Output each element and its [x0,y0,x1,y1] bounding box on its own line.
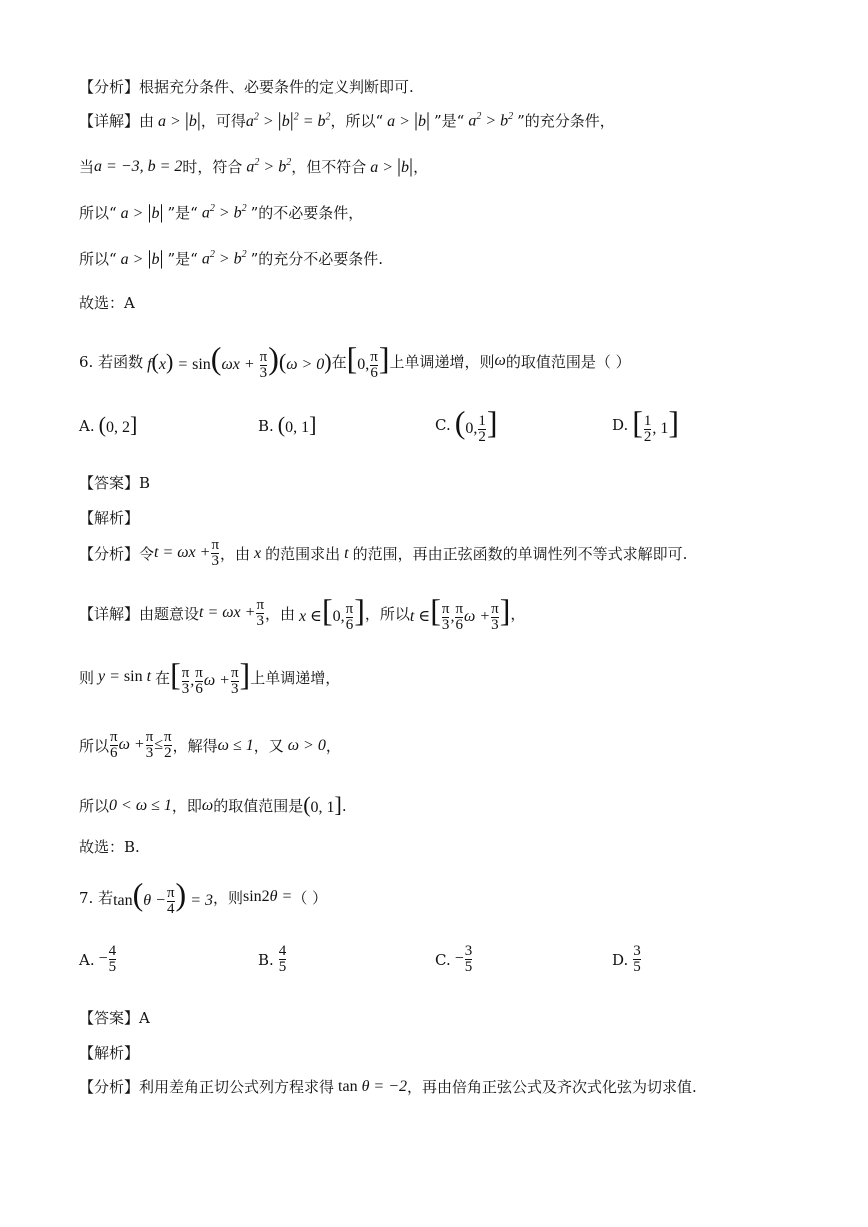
q7-analysis: 【分析】利用差角正切公式列方程求得 tan θ = −2 ，再由倍角正弦公式及齐次式化弦为切求值. [79,1077,697,1096]
q6-detail-line4: 所以 0 < ω ≤ 1 ，即 ω 的取值范围是 (0, 1] . [79,792,347,817]
q6-detail-line1: 【详解】由题意设 t = ωx + $\frac{\pi}{3}$ ，由 x ∈[0, $\frac{\pi}{6}$ ] ，所以 t ∈[ $\frac{\pi}{3}$ , $\frac{\pi}{6}$ ω + $\frac{\pi}{3}$ ] ， [79,592,526,633]
q6-analysis: 【分析】令 t = ωx + $\frac{\pi}{3}$ ，由 x 的范围求出 t 的范围，再由正弦函数的单调性列不等式求解即可. [79,537,688,569]
q7-option-c: C. − $\frac{3}{5}$ [435,943,473,975]
sol5-analysis: 【分析】根据充分条件、必要条件的定义判断即可. [79,78,414,96]
q6-jiexi: 【解析】 [79,509,140,527]
q6-detail-line2: 则 y = sin t 在 [ $\frac{\pi}{3}$ , $\frac{\pi}{6}$ ω + $\frac{\pi}{3}$ ] 上单调递增， [79,656,341,697]
sol5-choice: 故选：A [79,294,135,312]
q6-option-a: A. (0, 2] [79,412,138,437]
sol5-detail-line1: 【详解】 由 a > |b| ，可得 $a^2 > |b|^2 = b^2$ ，所以“ a > |b| ”是“ $a^2 > b^2$ ”的充分条件， [79,109,615,131]
q7-option-d: D. $\frac{3}{5}$ [612,943,641,975]
q7-jiexi: 【解析】 [79,1044,140,1062]
q7-option-b: B. $\frac{4}{5}$ [258,943,287,975]
q6-answer: 【答案】B [79,474,151,492]
q7-stem: 7. 若 tan(θ − $\frac{\pi}{4}$ ) = 3 ，则 sin2θ = （ ） [79,876,328,917]
q7-answer: 【答案】A [79,1009,150,1027]
q7-option-a: A. − $\frac{4}{5}$ [79,943,117,975]
sol5-detail-line3: 所以“ a > |b| ”是“ $a^2 > b^2$ ”的不必要条件， [79,201,364,223]
q6-stem: 6. 若函数 f(x) = sin(ωx + $\frac{\pi}{3}$ )(ω > 0) 在 [0, $\frac{\pi}{6}$ ] 上单调递增，则 ω 的取值范围是（ ） [79,340,631,381]
sol5-detail-line2: 当 a = −3, b = 2 时，符合 $a^2 > b^2$ ，但不符合 a > |b| ， [79,155,429,177]
q6-option-b: B. (0, 1] [258,412,317,437]
q6-option-c: C. (0, $\frac{1}{2}$ ] [435,404,498,445]
sol5-detail-line4: 所以“ a > |b| ”是“ $a^2 > b^2$ ”的充分不必要条件. [79,247,384,269]
q6-detail-line3: 所以 $\frac{\pi}{6}$ ω + $\frac{\pi}{3}$ ≤ $\frac{\pi}{2}$ ，解得 ω ≤ 1 ，又 ω > 0 ， [79,729,341,761]
q6-option-d: D. [ $\frac{1}{2}$ , 1] [612,404,680,445]
q6-choice: 故选：B. [79,838,140,856]
